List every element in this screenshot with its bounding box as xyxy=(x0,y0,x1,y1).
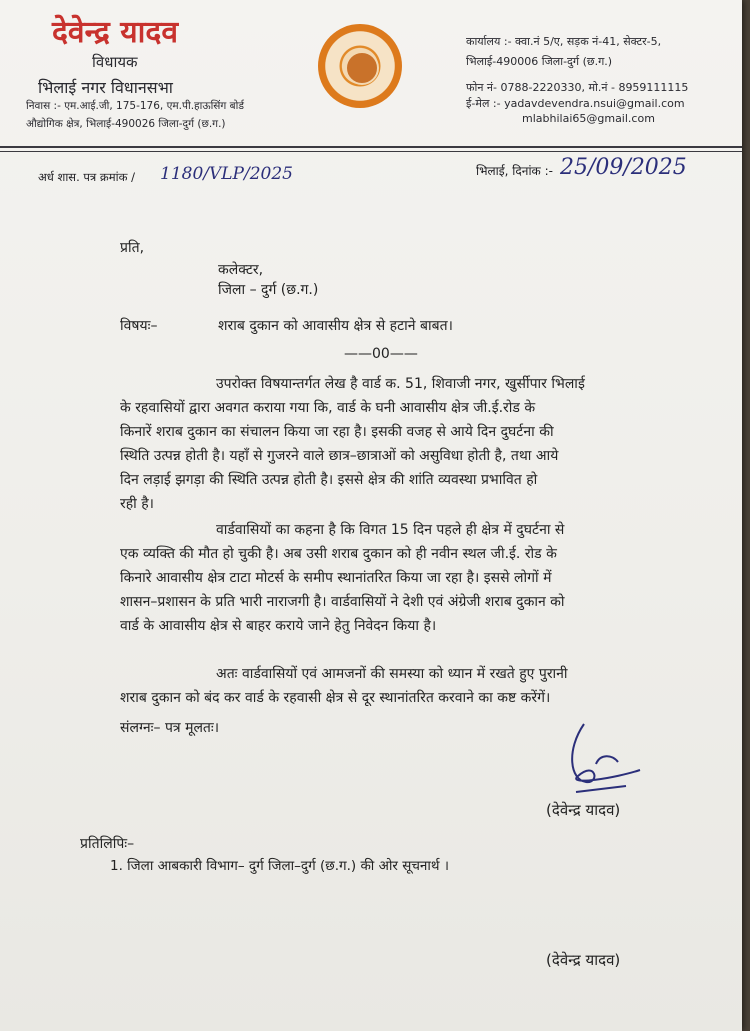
phone-line: फोन नं- 0788-2220330, मो.नं - 8959111115 xyxy=(466,81,689,94)
email-line-2: mlabhilai65@gmail.com xyxy=(522,112,655,125)
paragraph-line: शराब दुकान को बंद कर वार्ड के रहवासी क्षेत्र से दूर स्थानांतरित करवाने का कष्ट करेंगें। xyxy=(120,690,551,706)
recipient-salutation: प्रति, xyxy=(120,240,145,256)
paragraph-line: रही है। xyxy=(120,496,154,512)
residence-line-2: औद्योगिक क्षेत्र, भिलाई-490026 जिला-दुर्ग (छ.ग.) xyxy=(26,118,226,130)
subject-text: शराब दुकान को आवासीय क्षेत्र से हटाने बाबत। xyxy=(218,318,453,334)
body-paragraph-3 xyxy=(120,662,700,710)
paragraph-line: शासन–प्रशासन के प्रति भारी नाराजगी है। वार्डवासियों ने देशी एवं अंग्रेजी शराब दुकान को xyxy=(120,594,565,610)
footer-signatory-name: (देवेन्द्र यादव) xyxy=(546,951,621,969)
reference-number: 1180/VLP/2025 xyxy=(160,164,293,184)
paragraph-line: अतः वार्डवासियों एवं आमजनों की समस्या को ध्यान में रखते हुए पुरानी xyxy=(216,666,568,682)
sender-constituency: भिलाई नगर विधानसभा xyxy=(38,78,173,97)
paragraph-line: स्थिति उत्पन्न होती है। यहाँ से गुजरने वाले छात्र–छात्राओं को असुविधा होती है, तथा आये xyxy=(120,448,559,464)
assembly-seal-icon xyxy=(318,24,402,108)
separator: ——00—— xyxy=(344,346,418,362)
letter-date: 25/09/2025 xyxy=(560,155,687,180)
sender-name: देवेन्द्र यादव xyxy=(52,15,179,50)
email-line-1: ई-मेल :- yadavdevendra.nsui@gmail.com xyxy=(466,97,685,110)
header-divider-thin xyxy=(0,151,742,152)
header-divider xyxy=(0,146,742,148)
paragraph-line: किनारें शराब दुकान का संचालन किया जा रहा है। इसकी वजह से आये दिन दुघर्टना की xyxy=(120,424,554,440)
sender-designation: विधायक xyxy=(92,53,138,71)
body-paragraph-1 xyxy=(120,372,700,516)
copy-item-1: 1. जिला आबकारी विभाग– दुर्ग जिला–दुर्ग (छ.ग.) की ओर सूचनार्थ । xyxy=(110,858,449,874)
subject-label: विषयः– xyxy=(120,318,158,334)
paragraph-line: वार्ड के आवासीय क्षेत्र से बाहर कराये जाने हेतु निवेदन किया है। xyxy=(120,618,437,634)
enclosure-note: संलग्नः– पत्र मूलतः। xyxy=(120,720,220,736)
copy-label: प्रतिलिपिः– xyxy=(80,836,135,852)
recipient-line-2: जिला – दुर्ग (छ.ग.) xyxy=(218,282,319,298)
paragraph-line: के रहवासियों द्वारा अवगत कराया गया कि, वार्ड के घनी आवासीय क्षेत्र जी.ई.रोड के xyxy=(120,400,536,416)
residence-line-1: निवास :- एम.आई.जी, 175-176, एम.पी.हाऊसिंग बोर्ड xyxy=(26,100,244,112)
signature-icon xyxy=(556,720,646,800)
paragraph-line: वार्डवासियों का कहना है कि विगत 15 दिन पहले ही क्षेत्र में दुघर्टना से xyxy=(216,522,565,538)
signatory-name: (देवेन्द्र यादव) xyxy=(546,801,621,819)
paragraph-line: उपरोक्त विषयान्तर्गत लेख है वार्ड क. 51, शिवाजी नगर, खुर्सीपार भिलाई xyxy=(216,376,585,392)
office-line-2: भिलाई-490006 जिला-दुर्ग (छ.ग.) xyxy=(466,55,613,68)
paragraph-line: दिन लड़ाई झगड़ा की स्थिति उत्पन्न होती है। इससे क्षेत्र की शांति व्यवस्था प्रभावित हो xyxy=(120,472,538,488)
reference-label: अर्ध शास. पत्र क्रमांक / xyxy=(38,170,135,184)
recipient-line-1: कलेक्टर, xyxy=(218,262,264,278)
office-line-1: कार्यालय :- क्वा.नं 5/ए, सड़क नं-41, सेक्टर-5, xyxy=(466,35,662,48)
date-label: भिलाई, दिनांक :- xyxy=(476,164,553,178)
paragraph-line: किनारे आवासीय क्षेत्र टाटा मोटर्स के समीप स्थानांतरित किया जा रहा है। इससे लोगों में xyxy=(120,570,552,586)
paragraph-line: एक व्यक्ति की मौत हो चुकी है। अब उसी शराब दुकान को ही नवीन स्थल जी.ई. रोड के xyxy=(120,546,557,562)
body-paragraph-2 xyxy=(120,518,700,638)
